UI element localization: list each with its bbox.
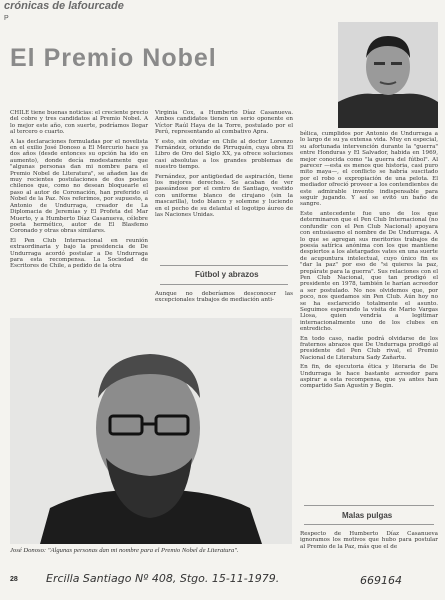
section-header: crónicas de lafourcade <box>4 0 124 12</box>
paragraph: Fernández, por antigüedad de aspiración, tiene los mejores derechos. Se acaban de ver paseándose por el centro de Santiago, vestido con uniforme blanco de cirujano (sin la mascarilla), todo blanco y solemne y luciendo en el pecho de su delantal el logotipo áureo de las Naciones Unidas. <box>155 173 293 219</box>
page-number: 28 <box>10 576 18 583</box>
divider <box>160 265 288 266</box>
divider <box>160 284 288 285</box>
paragraph: Y esto, sin olvidar en Chile al doctor Lorenzo Fernández, oriundo de Pirruquén, cuya obra El Libro de Oro del Siglo XX, ya ofrece soluciones casi absolutas a los grandes problemas de nuestro tiempo. <box>155 138 293 171</box>
handwritten-code: 669164 <box>360 574 402 587</box>
article-column-1 <box>10 110 148 273</box>
headline: El Premio Nobel <box>10 44 217 72</box>
article-column-2-continued <box>155 291 293 307</box>
paragraph: Virginia Cox, a Humberto Díaz Casanueva. Ambos candidatos tienen un serio oponente en Víctor Raúl Haya de la Torre, postulado por el Perú, representando al combativo Apra. <box>155 110 293 136</box>
paragraph: En fin, de ejecutoria ética y literaria de De Undurraga le hace bastante acreedor para aspirar a esta recompensa, que ya antes han compartido San Agustín y Begin. <box>300 364 438 390</box>
portrait-photo-donoso <box>10 318 292 544</box>
portrait-photo-donoso-image <box>10 318 292 544</box>
paragraph: Respecto de Humberto Díaz Casanueva ignoramos los motivos que hubo para postular al Premio de la Paz, más que el de <box>300 531 438 550</box>
paragraph: bélica, cumplidos por Antonio de Undurraga a lo largo de su ya extensa vida. Muy en especial, su afortunada intervención durante la "guerra" entre Honduras y El Salvador, habida en 1969, mejor conocida como "la guerra del fútbol". Al parecer —esta es menos que historia, casi puro mito maya—, el conflicto se habría suscitado por el robo o expropiación de una pelota. El mediador ofreció proveer a los contendientes de este admirable invento indispensable para seguir jugando. Y así se evitó un baño de sangre. <box>300 131 438 208</box>
divider <box>304 505 434 506</box>
article-column-3 <box>300 131 438 393</box>
header-mark: P <box>4 15 9 22</box>
paragraph: Aunque no deberíamos desconocer las excepcionales trabajos de mediación anti- <box>155 291 293 304</box>
portrait-photo-top <box>338 22 438 128</box>
paragraph: El Pen Club Internacional en reunión extraordinaria y bajo la presidencia de De Undurraga acordó postular a De Undurraga para esta recompensa. La Sociedad de Escritores de Chile, a pedido de la otra <box>10 237 148 270</box>
subheading-malas-pulgas: Malas pulgas <box>342 511 393 520</box>
divider <box>304 524 434 525</box>
article-column-3-continued <box>300 531 438 553</box>
portrait-photo-top-image <box>338 22 438 128</box>
paragraph: Este antecedente fue uno de los que determinaron que el Pen Club Internacional (no confundir con el Pen Club Nacional) apoyara con entusiasmo el nombre de De Undurraga. A lo que se agregan sus meritorios trabajos de poesía satírica anónima con los que mantiene despiertos a los aletargados vates en una suerte de acupuntura intelectual, cuyo único fin es "dar la paz" por eso de "si quieres la paz, prepárate para la guerra". Sus relaciones con el Pen Club Nacional, que tan prodigó el presidente en 1978, también le harían acreedor a ser postulado. No nos olvidemos que, por poco, nos quedamos sin Pen Club. Aún hoy no se ha esclarecido totalmente el asunto. Seguimos esperando la visita de Mario Vargas Llosa, quien vendría a legitimar internacionalmente uno de los clubes en entredicho. <box>300 210 438 333</box>
subheading-futbol: Fútbol y abrazos <box>195 270 259 279</box>
paragraph: CHILE tiene buenas noticias: el creciente precio del cobre y tres candidatos al Premio Nobel. A lo mejor este año, con suerte, podríamos llegar al tercero o cuarto. <box>10 110 148 136</box>
paragraph: A las declaraciones formuladas por el novelista en el exilio José Donoso a El Mercurio hace ya dos años (desde entonces su opción ha ido en aumento), donde decía modestamente que "algunas personas dan mi nombre para el Premio Nobel de Literatura", se añaden las de muy recientes postulaciones de dos poetas chilenos que, como no desean bloquearle el paso al autor de Coronación, han preferido el Nobel de la Paz. Nos referimos, por supuesto, a Antonio de Undurraga, creador de La Diplomacia de Jeremías y El Profeta del Mar Muerto, y a Humberto Díaz Casanueva, célebre poeta hermético, autor de El Blasfemo Coronado y otras obras similares. <box>10 138 148 235</box>
handwritten-note: Ercilla Santiago Nº 408, Stgo. 15-11-1979. <box>46 572 280 585</box>
article-column-2 <box>155 110 293 222</box>
photo-caption: José Donoso: "Algunas personas dan mi nombre para el Premio Nobel de Literatura". <box>10 547 239 554</box>
paragraph: En todo caso, nadie podrá olvidarse de los fraternos abrazos que De Undurraga prodigó al presidente del Pen Club rival, el Premio Nacional de Literatura Sady Zañartu. <box>300 335 438 361</box>
